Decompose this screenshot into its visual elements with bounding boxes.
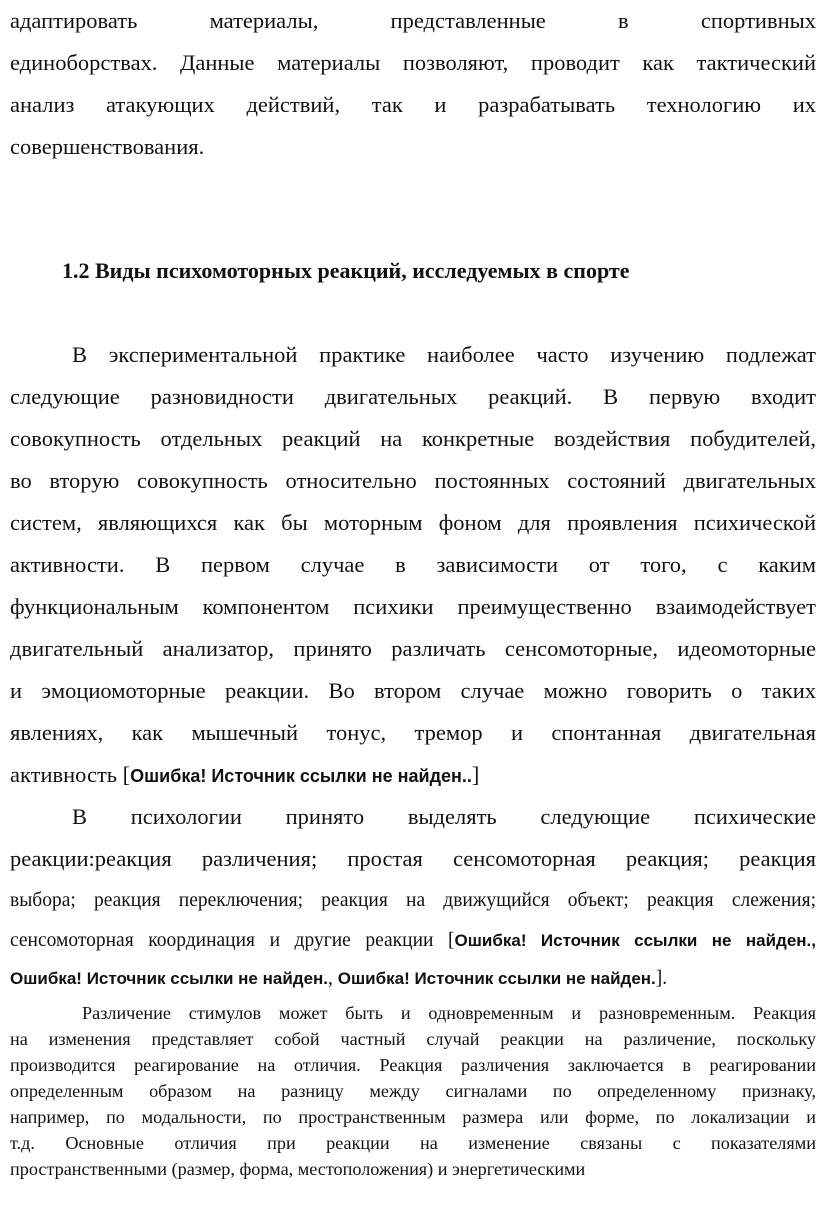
paragraph-line: совершенствования. bbox=[10, 134, 205, 159]
paragraph-line: В психологии принято выделять следующие психические bbox=[72, 804, 816, 829]
paragraph-line: т.д. Основные отличия при реакции на изменение связаны с показателями bbox=[10, 1133, 816, 1153]
paragraph-line: например, по модальности, по пространственным размера или форме, по локализации и bbox=[10, 1107, 816, 1127]
paragraph-line: единоборствах. Данные материалы позволяют, проводит как тактический bbox=[10, 50, 816, 75]
paragraph-line: двигательный анализатор, принято различать сенсомоторные, идеомоторные bbox=[10, 636, 816, 661]
paragraph-line bbox=[10, 958, 816, 1000]
paragraph-line: Различение стимулов может быть и одновременным и разновременным. Реакция bbox=[82, 1003, 816, 1023]
paragraph-line: активности. В первом случае в зависимости от того, с каким bbox=[10, 552, 816, 577]
paragraph-line: следующие разновидности двигательных реакций. В первую входит bbox=[10, 384, 816, 409]
paragraph-line bbox=[10, 920, 816, 962]
paragraph-line: адаптировать материалы, представленные в спортивных bbox=[10, 8, 816, 33]
paragraph-line: пространственными (размер, форма, местоположения) и энергетическими bbox=[10, 1159, 586, 1179]
paragraph-line: производится реагирование на отличия. Реакция различения заключается в реагировании bbox=[10, 1055, 816, 1075]
paragraph-line: и эмоциомоторные реакции. Во втором случае можно говорить о таких bbox=[10, 678, 816, 703]
reference-error: Ошибка! Источник ссылки не найден., bbox=[454, 931, 816, 950]
reference-error: Ошибка! Источник ссылки не найден. bbox=[10, 969, 329, 988]
line-text: активность [ bbox=[10, 762, 131, 787]
paragraph-line: функциональным компонентом психики преимущественно взаимодействует bbox=[10, 594, 816, 619]
paragraph-line: В экспериментальной практике наиболее часто изучению подлежат bbox=[72, 342, 816, 367]
bracket-close: ]. bbox=[655, 968, 668, 989]
reference-error: Ошибка! Источник ссылки не найден. bbox=[337, 969, 656, 988]
paragraph-line: анализ атакующих действий, так и разрабатывать технологию их bbox=[10, 92, 816, 117]
reference-error: Ошибка! Источник ссылки не найден.. bbox=[130, 766, 472, 786]
paragraph-line: определенным образом на разницу между сигналами по определенному признаку, bbox=[10, 1081, 816, 1101]
paragraph-line: во вторую совокупность относительно постоянных состояний двигательных bbox=[10, 468, 816, 493]
line-text: сенсомоторная координация и другие реакции [ bbox=[10, 930, 455, 951]
separator: , bbox=[328, 968, 338, 989]
bracket-close: ] bbox=[471, 762, 480, 787]
paragraph-line: реакции:реакция различения; простая сенсомоторная реакция; реакция bbox=[10, 846, 816, 871]
section-heading: 1.2 Виды психомоторных реакций, исследуемых в спорте bbox=[62, 258, 630, 283]
paragraph-line: совокупность отдельных реакций на конкретные воздействия побудителей, bbox=[10, 426, 816, 451]
paragraph-line: выбора; реакция переключения; реакция на движущийся объект; реакция слежения; bbox=[10, 890, 816, 911]
paragraph-line bbox=[10, 754, 816, 796]
paragraph-line: на изменения представляет собой частный случай реакции на различение, поскольку bbox=[10, 1029, 816, 1049]
paragraph-line: явлениях, как мышечный тонус, тремор и спонтанная двигательная bbox=[10, 720, 816, 745]
paragraph-line: систем, являющихся как бы моторным фоном для проявления психической bbox=[10, 510, 816, 535]
